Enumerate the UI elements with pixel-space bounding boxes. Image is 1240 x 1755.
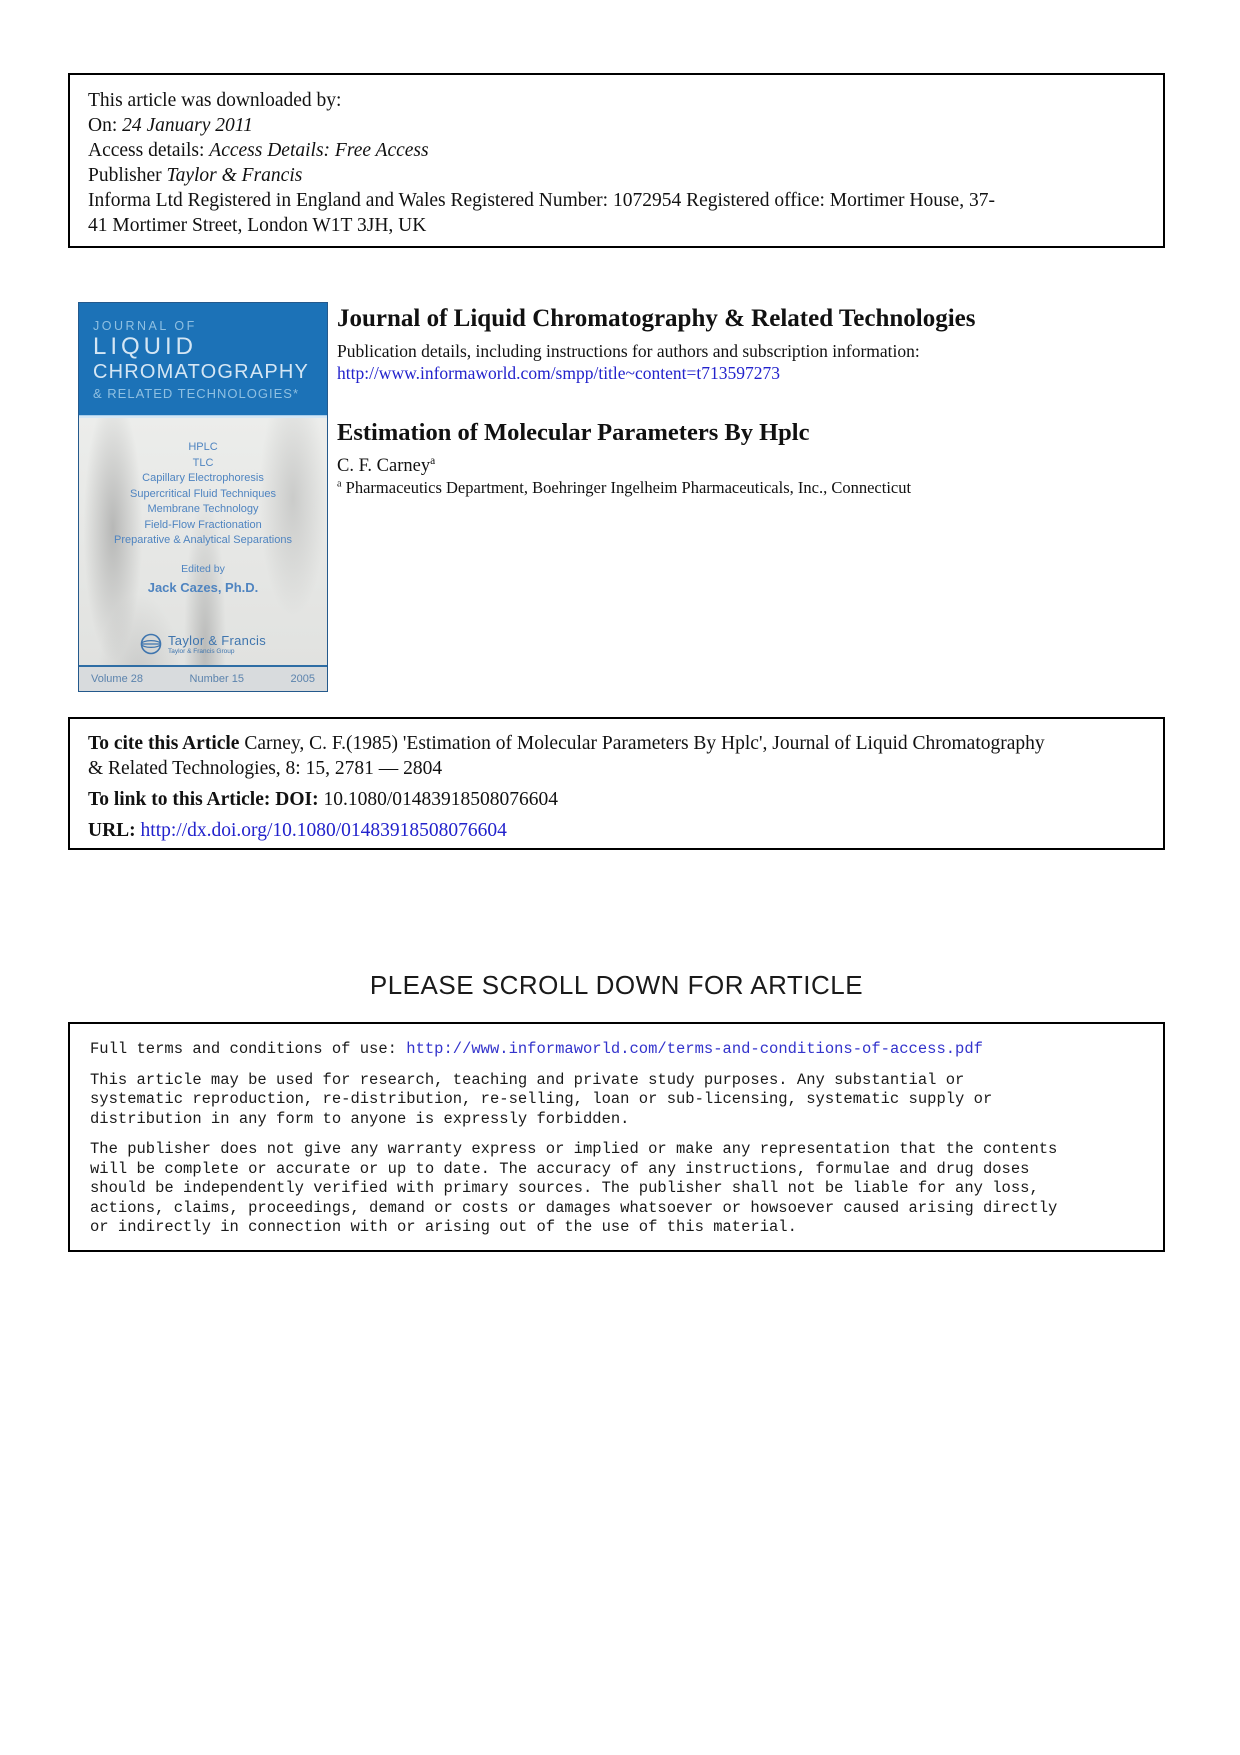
date-value: 24 January 2011 xyxy=(122,115,253,136)
logo-text: Taylor & Francis xyxy=(168,633,266,648)
usage-paragraph-line: distribution in any form to anyone is expressly forbidden. xyxy=(90,1109,630,1128)
cover-masthead-line: LIQUID xyxy=(93,333,198,360)
cover-masthead-line: & RELATED TECHNOLOGIES* xyxy=(93,386,300,401)
publisher-value: Taylor & Francis xyxy=(166,165,303,186)
publisher-label: Publisher xyxy=(88,165,167,186)
cover-body xyxy=(79,418,327,665)
publisher-line xyxy=(88,163,1143,188)
warranty-paragraph-line: should be independently verified with primary sources. The publisher shall not be liable for any loss, xyxy=(90,1179,1039,1197)
cover-topic: HPLC xyxy=(188,441,218,453)
author-name: C. F. Carney xyxy=(337,456,431,477)
journal-cover-thumbnail xyxy=(78,302,328,692)
taylor-francis-globe-icon xyxy=(140,633,162,655)
usage-paragraph-line: This article may be used for research, teaching and private study purposes. Any substantial or xyxy=(90,1070,965,1089)
doi-value: 10.1080/01483918508076604 xyxy=(318,789,559,810)
url-line xyxy=(88,818,1143,843)
download-date-line xyxy=(88,113,1143,138)
url-label: URL: xyxy=(88,820,136,841)
full-terms-line xyxy=(90,1040,1145,1060)
cover-year: 2005 xyxy=(290,673,315,685)
access-label: Access details: xyxy=(88,140,210,161)
cite-text: Carney, C. F.(1985) 'Estimation of Molecular Parameters By Hplc', Journal of Liquid Chromatography xyxy=(239,733,1045,754)
citation-box xyxy=(68,717,1165,850)
cover-edited-by-label: Edited by xyxy=(181,562,225,575)
affiliation-line xyxy=(337,478,911,498)
download-info-box xyxy=(68,73,1165,248)
warranty-paragraph-line: actions, claims, proceedings, demand or costs or damages whatsoever or howsoever caused arising directly xyxy=(90,1198,1058,1217)
usage-paragraph-line: systematic reproduction, re-distribution, re-selling, loan or sub-licensing, systematic supply or xyxy=(90,1090,993,1108)
scroll-down-notice: PLEASE SCROLL DOWN FOR ARTICLE xyxy=(369,970,864,1000)
article-title: Estimation of Molecular Parameters By Hplc xyxy=(337,419,810,446)
cover-masthead-line: JOURNAL OF xyxy=(93,319,197,333)
publication-details-text: Publication details, including instructions for authors and subscription information: xyxy=(337,341,920,361)
full-terms-label: Full terms and conditions of use: xyxy=(90,1040,407,1058)
doi-line xyxy=(88,787,1143,812)
journal-homepage-link[interactable]: http://www.informaworld.com/smpp/title~content=t713597273 xyxy=(337,363,781,383)
cover-footer-bar xyxy=(79,665,327,691)
informa-registration-line-1: Informa Ltd Registered in England and Wales Registered Number: 1072954 Registered office: Mortimer House, 37- xyxy=(88,190,995,211)
affiliation-marker: a xyxy=(337,478,342,490)
cover-number: Number 15 xyxy=(189,673,244,685)
doi-label: To link to this Article: DOI: xyxy=(88,789,319,810)
warranty-paragraph-line: The publisher does not give any warranty express or implied or make any representation that the contents xyxy=(90,1140,1058,1158)
terms-and-conditions-box xyxy=(68,1022,1165,1252)
access-details-line xyxy=(88,138,1143,163)
cover-masthead xyxy=(79,303,327,413)
cover-editor-name: Jack Cazes, Ph.D. xyxy=(147,579,259,595)
affiliation-text: Pharmaceutics Department, Boehringer Ingelheim Pharmaceuticals, Inc., Connecticut xyxy=(341,478,912,497)
author-affiliation-marker: a xyxy=(430,455,436,467)
logo-subtext: Taylor & Francis Group xyxy=(168,648,235,655)
warranty-paragraph-line: or indirectly in connection with or arising out of the use of this material. xyxy=(90,1218,797,1236)
journal-title: Journal of Liquid Chromatography & Related Technologies xyxy=(337,305,976,332)
informa-registration-line-2: 41 Mortimer Street, London W1T 3JH, UK xyxy=(88,215,427,236)
warranty-paragraph-line: will be complete or accurate or up to date. The accuracy of any instructions, formulae and drug doses xyxy=(90,1159,1030,1178)
cover-topic: Field-Flow Fractionation xyxy=(144,518,262,531)
cite-line-2: & Related Technologies, 8: 15, 2781 — 2804 xyxy=(88,758,443,779)
author-line xyxy=(337,455,435,477)
cite-label: To cite this Article xyxy=(88,733,240,754)
taylor-francis-logo xyxy=(79,633,327,655)
cover-topic: TLC xyxy=(192,456,214,469)
access-value: Access Details: Free Access xyxy=(209,140,429,161)
cover-topic: Capillary Electrophoresis xyxy=(142,472,264,484)
cover-volume: Volume 28 xyxy=(91,673,143,685)
cover-masthead-line: CHROMATOGRAPHY xyxy=(93,361,310,383)
cite-line-1 xyxy=(88,731,1143,756)
cover-topic: Supercritical Fluid Techniques xyxy=(130,487,276,500)
terms-pdf-link[interactable]: http://www.informaworld.com/terms-and-conditions-of-access.pdf xyxy=(406,1040,983,1058)
downloaded-by-line: This article was downloaded by: xyxy=(88,90,342,111)
doi-url-link[interactable]: http://dx.doi.org/10.1080/01483918508076604 xyxy=(140,820,507,841)
cover-topic: Preparative & Analytical Separations xyxy=(114,534,292,546)
date-label: On: xyxy=(88,115,123,136)
cover-topic: Membrane Technology xyxy=(147,503,259,515)
